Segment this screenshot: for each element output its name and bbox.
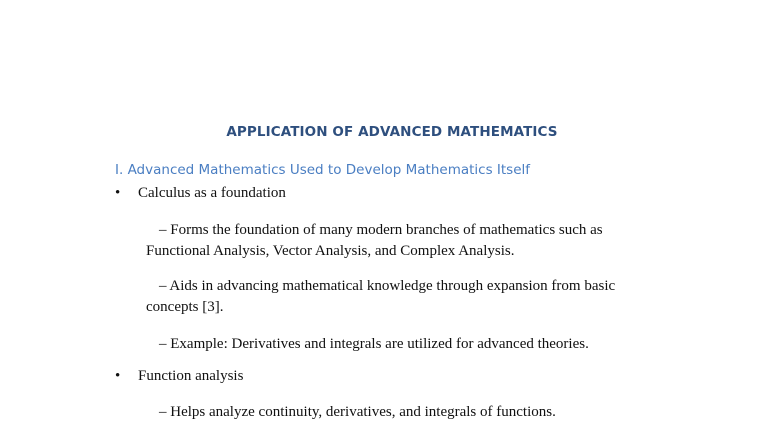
paragraph: [146, 334, 589, 355]
bullet-marker: •: [115, 368, 121, 384]
bullet-item-calculus: [115, 185, 286, 202]
paragraph: [146, 402, 556, 423]
paragraph-line: Functional Analysis, Vector Analysis, and Complex Analysis.: [146, 243, 515, 259]
paragraph-line: – Forms the foundation of many modern branches of mathematics such as: [159, 222, 603, 238]
paragraph-line: – Example: Derivatives and integrals are utilized for advanced theories.: [159, 336, 589, 352]
section-heading: I. Advanced Mathematics Used to Develop Mathematics Itself: [115, 162, 531, 178]
bullet-label: Function analysis: [138, 368, 244, 384]
bullet-label: Calculus as a foundation: [138, 185, 286, 201]
bullet-marker: •: [115, 185, 121, 201]
bullet-item-function-analysis: [115, 368, 243, 385]
paragraph-line: – Aids in advancing mathematical knowledge through expansion from basic: [159, 278, 616, 294]
paragraph: [146, 276, 615, 318]
paragraph-line: – Helps analyze continuity, derivatives, and integrals of functions.: [159, 404, 556, 420]
document-title: APPLICATION OF ADVANCED MATHEMATICS: [226, 124, 558, 140]
paragraph: [146, 220, 603, 262]
paragraph-line: concepts [3].: [146, 299, 224, 315]
